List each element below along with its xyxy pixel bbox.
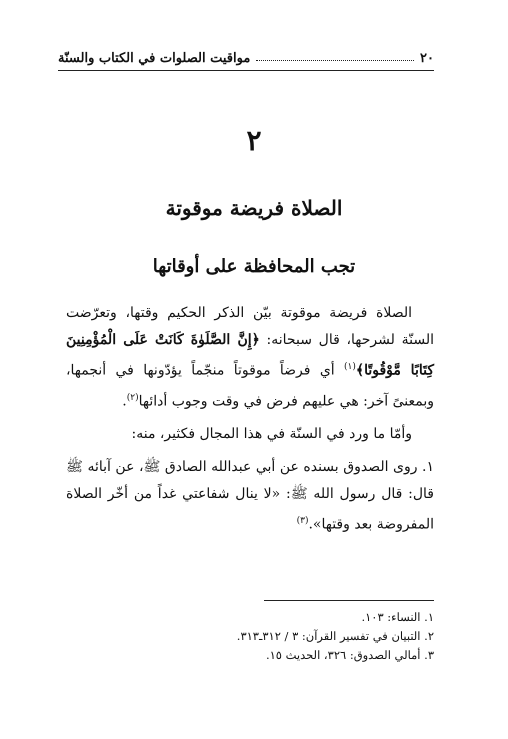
paragraph-text: ١. روى الصدوق بسنده عن أبي عبدالله الصادق ﷺ، عن آبائه ﷺ قال: قال رسول الله ﷺ: «لا ينال شفاعتي غداً من أخّر الصلاة المفروضة بعد وقتها». xyxy=(66,459,434,533)
quran-verse: ﴿إِنَّ الصَّلَوٰةَ كَانَتْ عَلَى الْمُؤْمِنِينَ كِتَابًا مَّوْقُوتًا﴾ xyxy=(66,332,434,379)
footnotes xyxy=(66,608,434,665)
footnote-ref: (٢) xyxy=(126,392,139,403)
paragraph-text: . xyxy=(122,393,127,410)
paragraph xyxy=(66,454,434,539)
paragraph: وأمّا ما ورد في السنّة في هذا المجال فكثير، منه: xyxy=(131,426,412,443)
chapter-title: الصلاة فريضة موقوتة xyxy=(165,196,343,220)
paragraph xyxy=(66,300,434,415)
footnote-ref: (٣) xyxy=(296,516,309,527)
footnote: ٢. التبيان في تفسير القرآن: ٣ / ٣١٢ـ٣١٣. xyxy=(236,629,434,643)
page-number: ٢٠ xyxy=(420,51,434,66)
paragraph-text: الصلاة فريضة موقوتة بيّن الذكر الحكيم وقتها، وتعرّضت السنّة لشرحها، قال سبحانه: xyxy=(66,305,434,348)
footnote-ref: (١) xyxy=(344,362,356,372)
footnote-rule xyxy=(264,600,434,601)
header-rule xyxy=(58,70,434,71)
body-text xyxy=(66,300,434,545)
running-title: مواقيت الصلوات في الكتاب والسنّة xyxy=(58,51,251,66)
running-header xyxy=(58,44,434,66)
paragraph-text: أي فرضاً موقوتاً منجّماً يؤدّونها في أنجمها، وبمعنىً آخر: هي عليهم فرض في وقت وجوب أدائها xyxy=(66,362,434,410)
header-dot-leader xyxy=(256,60,414,61)
footnote: ٣. أمالي الصدوق: ٣٢٦، الحديث ١٥. xyxy=(265,648,434,662)
footnote: ١. النساء: ١٠٣. xyxy=(361,610,434,624)
chapter-number: ٢ xyxy=(246,124,262,157)
chapter-subtitle: تجب المحافظة على أوقاتها xyxy=(152,256,356,277)
